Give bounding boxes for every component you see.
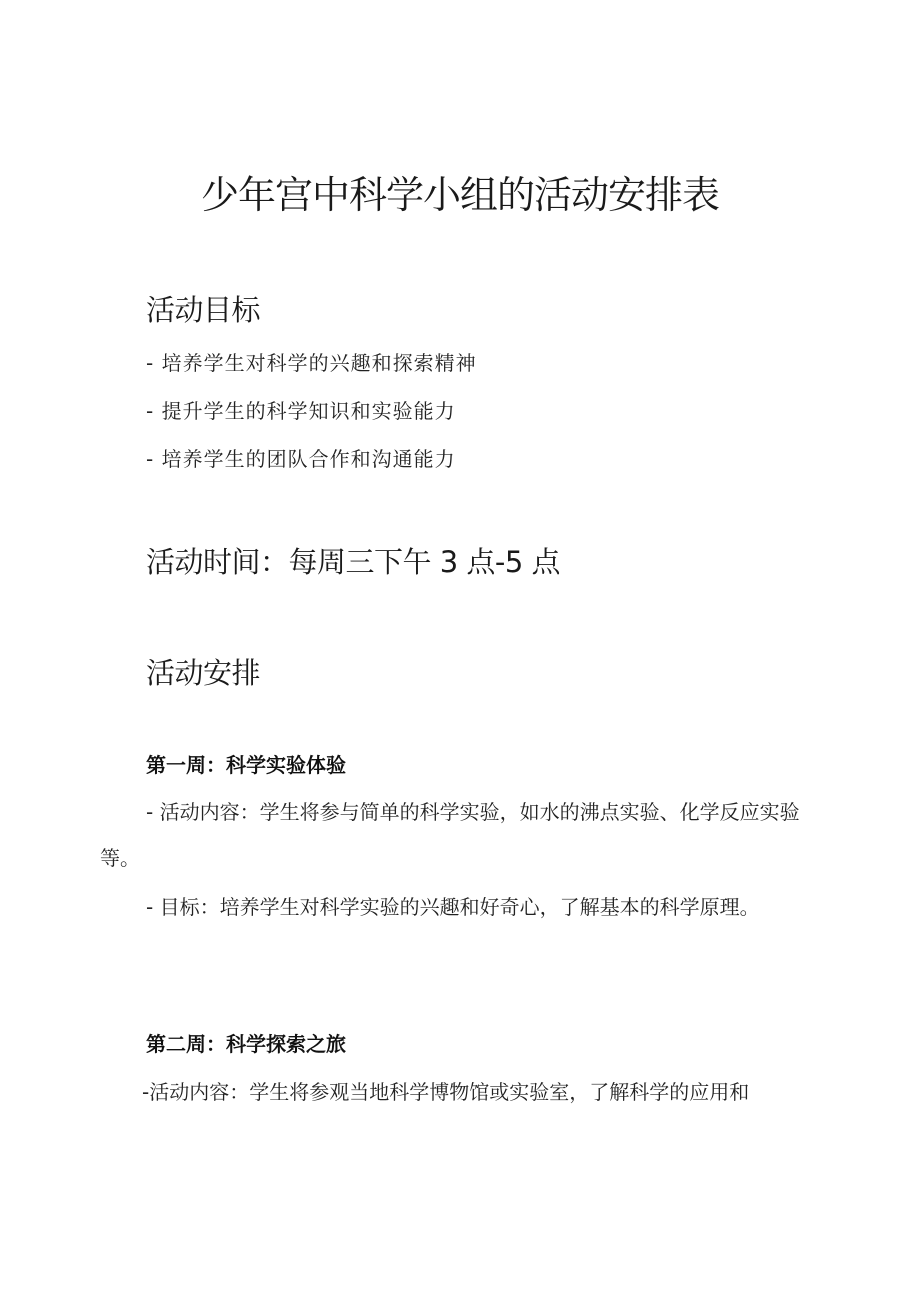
week-1-title: 第一周：科学实验体验 xyxy=(146,753,346,777)
week-2-title: 第二周：科学探索之旅 xyxy=(146,1032,346,1056)
goal-item: - 培养学生对科学的兴趣和探索精神 xyxy=(146,351,477,375)
schedule-heading: 活动安排 xyxy=(146,656,261,690)
week-2-content: -活动内容：学生将参观当地科学博物馆或实验室，了解科学的应用和 xyxy=(142,1080,750,1104)
time-heading: 活动时间：每周三下午 3 点-5 点 xyxy=(146,545,561,579)
goals-heading: 活动目标 xyxy=(146,293,261,327)
week-1-content: - 活动内容：学生将参与简单的科学实验，如水的沸点实验、化学反应实验等。 xyxy=(100,800,800,870)
goal-item: - 培养学生的团队合作和沟通能力 xyxy=(146,447,456,471)
page-title: 少年宫中科学小组的活动安排表 xyxy=(200,173,719,217)
week-1-goal: - 目标：培养学生对科学实验的兴趣和好奇心，了解基本的科学原理。 xyxy=(146,895,760,919)
goal-item: - 提升学生的科学知识和实验能力 xyxy=(146,399,456,423)
